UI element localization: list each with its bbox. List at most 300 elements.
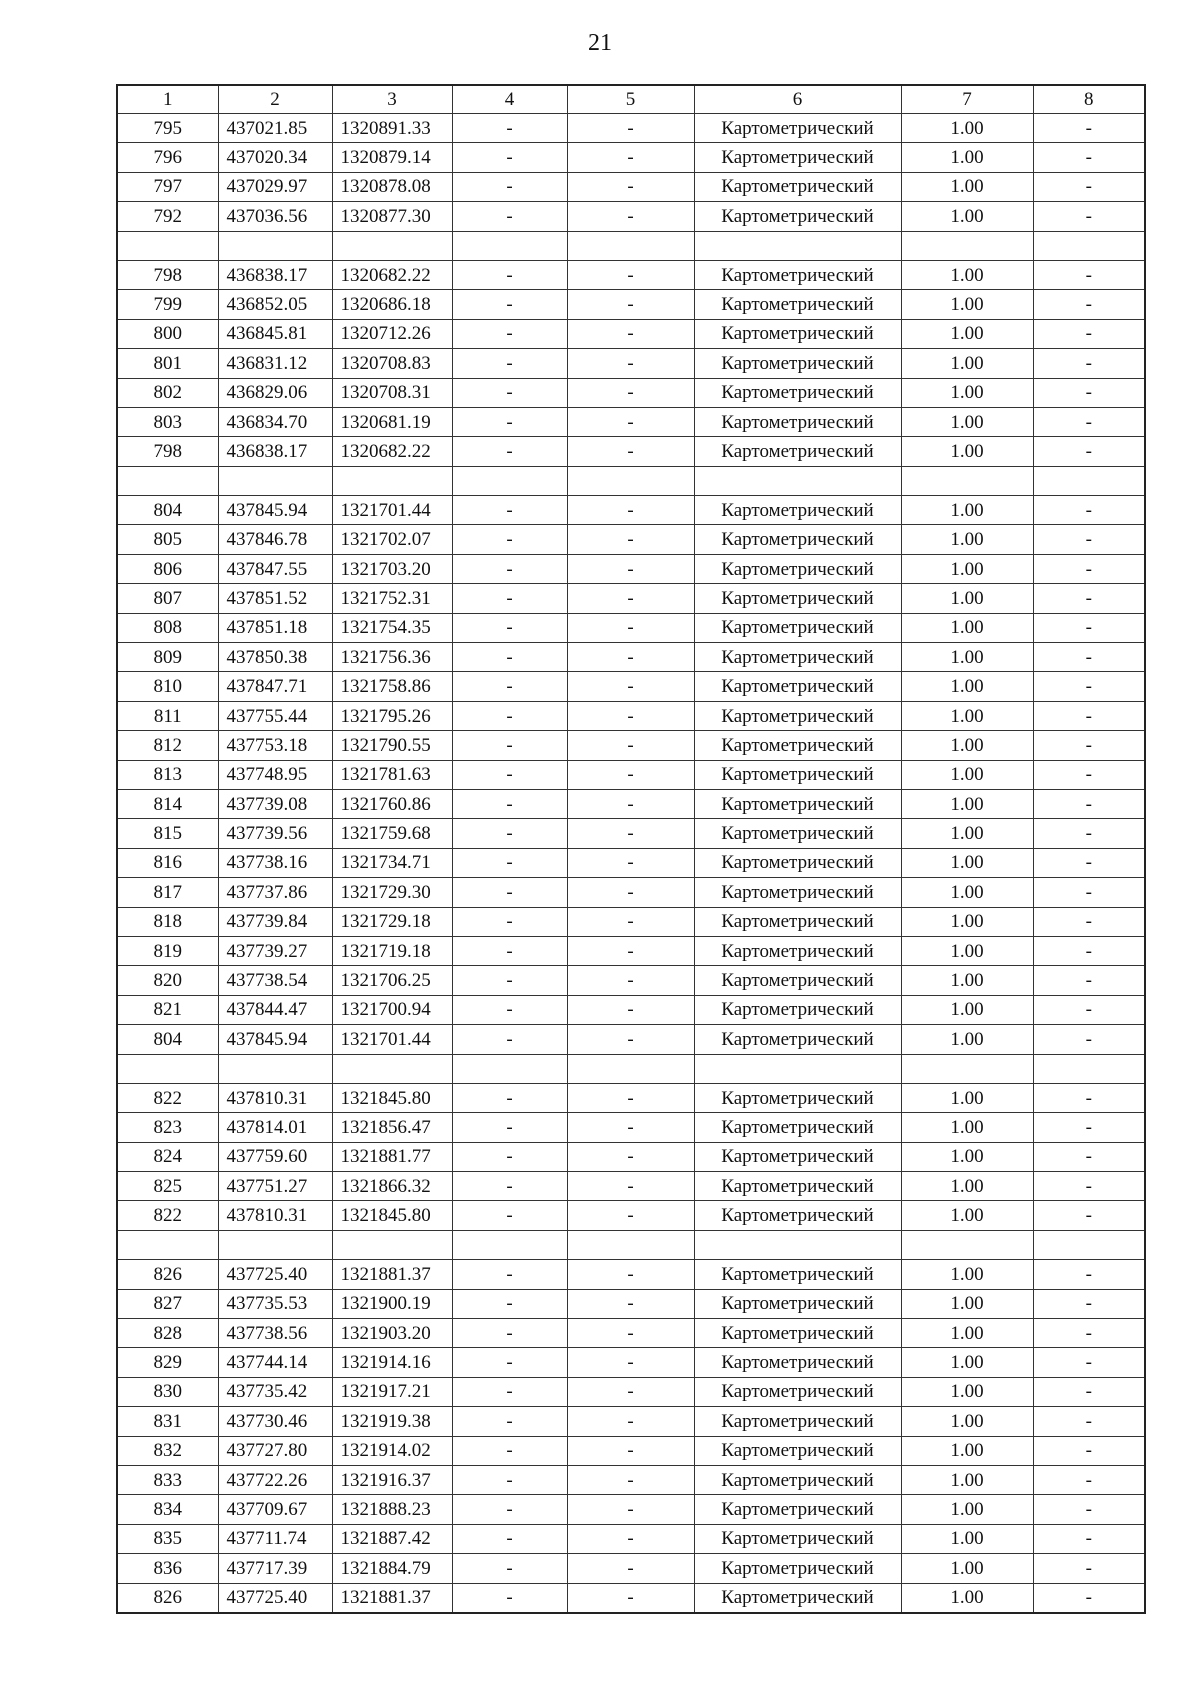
col8-cell: - — [1033, 1025, 1145, 1054]
x-coordinate-cell: 437029.97 — [218, 172, 332, 201]
y-coordinate-cell: 1320877.30 — [332, 202, 452, 231]
col8-cell: - — [1033, 936, 1145, 965]
point-number-cell: 831 — [117, 1407, 218, 1436]
table-body — [117, 114, 1145, 1613]
x-coordinate-cell: 437709.67 — [218, 1495, 332, 1524]
column-header: 7 — [901, 85, 1033, 114]
empty-cell — [901, 466, 1033, 495]
point-number-cell: 814 — [117, 789, 218, 818]
col8-cell: - — [1033, 1377, 1145, 1406]
col4-cell: - — [452, 1407, 567, 1436]
accuracy-cell: 1.00 — [901, 437, 1033, 466]
col8-cell: - — [1033, 731, 1145, 760]
accuracy-cell: 1.00 — [901, 1113, 1033, 1142]
col8-cell: - — [1033, 760, 1145, 789]
col5-cell: - — [567, 496, 694, 525]
table-row — [117, 1201, 1145, 1230]
table-row — [117, 114, 1145, 143]
col8-cell: - — [1033, 701, 1145, 730]
col4-cell: - — [452, 1583, 567, 1613]
col5-cell: - — [567, 643, 694, 672]
col8-cell: - — [1033, 907, 1145, 936]
x-coordinate-cell: 437844.47 — [218, 995, 332, 1024]
x-coordinate-cell: 437845.94 — [218, 1025, 332, 1054]
x-coordinate-cell: 437735.42 — [218, 1377, 332, 1406]
col4-cell: - — [452, 1172, 567, 1201]
point-number-cell: 830 — [117, 1377, 218, 1406]
column-header: 6 — [694, 85, 901, 114]
col4-cell: - — [452, 349, 567, 378]
col5-cell: - — [567, 349, 694, 378]
point-number-cell: 804 — [117, 1025, 218, 1054]
y-coordinate-cell: 1321845.80 — [332, 1083, 452, 1112]
col4-cell: - — [452, 260, 567, 289]
col4-cell: - — [452, 1289, 567, 1318]
col5-cell: - — [567, 1113, 694, 1142]
accuracy-cell: 1.00 — [901, 1554, 1033, 1583]
accuracy-cell: 1.00 — [901, 907, 1033, 936]
table-row — [117, 1495, 1145, 1524]
empty-cell — [117, 231, 218, 260]
y-coordinate-cell: 1321916.37 — [332, 1465, 452, 1494]
col8-cell: - — [1033, 202, 1145, 231]
col8-cell: - — [1033, 1113, 1145, 1142]
table-row — [117, 1583, 1145, 1613]
col5-cell: - — [567, 995, 694, 1024]
col5-cell: - — [567, 936, 694, 965]
x-coordinate-cell: 437738.56 — [218, 1319, 332, 1348]
point-number-cell: 835 — [117, 1524, 218, 1553]
accuracy-cell: 1.00 — [901, 143, 1033, 172]
method-cell: Картометрический — [694, 1319, 901, 1348]
accuracy-cell: 1.00 — [901, 1083, 1033, 1112]
accuracy-cell: 1.00 — [901, 936, 1033, 965]
column-header: 5 — [567, 85, 694, 114]
y-coordinate-cell: 1321866.32 — [332, 1172, 452, 1201]
table-row — [117, 378, 1145, 407]
col5-cell: - — [567, 1319, 694, 1348]
method-cell: Картометрический — [694, 1583, 901, 1613]
y-coordinate-cell: 1321703.20 — [332, 554, 452, 583]
y-coordinate-cell: 1321702.07 — [332, 525, 452, 554]
method-cell: Картометрический — [694, 789, 901, 818]
point-number-cell: 836 — [117, 1554, 218, 1583]
point-number-cell: 822 — [117, 1201, 218, 1230]
y-coordinate-cell: 1321719.18 — [332, 936, 452, 965]
x-coordinate-cell: 437735.53 — [218, 1289, 332, 1318]
point-number-cell: 819 — [117, 936, 218, 965]
method-cell: Картометрический — [694, 349, 901, 378]
table-row — [117, 1142, 1145, 1171]
col4-cell: - — [452, 1348, 567, 1377]
accuracy-cell: 1.00 — [901, 349, 1033, 378]
empty-cell — [117, 1054, 218, 1083]
table-row — [117, 349, 1145, 378]
empty-cell — [567, 1230, 694, 1259]
x-coordinate-cell: 437744.14 — [218, 1348, 332, 1377]
y-coordinate-cell: 1321781.63 — [332, 760, 452, 789]
col4-cell: - — [452, 1377, 567, 1406]
point-number-cell: 804 — [117, 496, 218, 525]
col8-cell: - — [1033, 1289, 1145, 1318]
table-row — [117, 995, 1145, 1024]
col5-cell: - — [567, 1083, 694, 1112]
empty-cell — [218, 466, 332, 495]
table-row — [117, 731, 1145, 760]
y-coordinate-cell: 1321888.23 — [332, 1495, 452, 1524]
col4-cell: - — [452, 290, 567, 319]
x-coordinate-cell: 437759.60 — [218, 1142, 332, 1171]
method-cell: Картометрический — [694, 731, 901, 760]
point-number-cell: 822 — [117, 1083, 218, 1112]
accuracy-cell: 1.00 — [901, 202, 1033, 231]
col8-cell: - — [1033, 1319, 1145, 1348]
table-row — [117, 525, 1145, 554]
x-coordinate-cell: 437851.18 — [218, 613, 332, 642]
y-coordinate-cell: 1321881.37 — [332, 1583, 452, 1613]
col5-cell: - — [567, 290, 694, 319]
x-coordinate-cell: 437847.71 — [218, 672, 332, 701]
y-coordinate-cell: 1320708.83 — [332, 349, 452, 378]
x-coordinate-cell: 437711.74 — [218, 1524, 332, 1553]
col4-cell: - — [452, 1524, 567, 1553]
y-coordinate-cell: 1321758.86 — [332, 672, 452, 701]
method-cell: Картометрический — [694, 878, 901, 907]
x-coordinate-cell: 436831.12 — [218, 349, 332, 378]
col4-cell: - — [452, 1319, 567, 1348]
y-coordinate-cell: 1320879.14 — [332, 143, 452, 172]
x-coordinate-cell: 437725.40 — [218, 1583, 332, 1613]
accuracy-cell: 1.00 — [901, 496, 1033, 525]
col4-cell: - — [452, 584, 567, 613]
col5-cell: - — [567, 1407, 694, 1436]
column-header: 1 — [117, 85, 218, 114]
col8-cell: - — [1033, 437, 1145, 466]
table-row — [117, 1172, 1145, 1201]
x-coordinate-cell: 437738.16 — [218, 848, 332, 877]
y-coordinate-cell: 1321884.79 — [332, 1554, 452, 1583]
table-row — [117, 643, 1145, 672]
x-coordinate-cell: 437810.31 — [218, 1201, 332, 1230]
y-coordinate-cell: 1321701.44 — [332, 1025, 452, 1054]
col4-cell: - — [452, 907, 567, 936]
accuracy-cell: 1.00 — [901, 1172, 1033, 1201]
empty-cell — [1033, 231, 1145, 260]
y-coordinate-cell: 1321887.42 — [332, 1524, 452, 1553]
table-row — [117, 760, 1145, 789]
col5-cell: - — [567, 437, 694, 466]
table-row — [117, 701, 1145, 730]
method-cell: Картометрический — [694, 1289, 901, 1318]
table-row — [117, 1289, 1145, 1318]
col8-cell: - — [1033, 848, 1145, 877]
col4-cell: - — [452, 378, 567, 407]
table-row — [117, 819, 1145, 848]
col8-cell: - — [1033, 878, 1145, 907]
table-row — [117, 1348, 1145, 1377]
point-number-cell: 824 — [117, 1142, 218, 1171]
col8-cell: - — [1033, 554, 1145, 583]
empty-cell — [567, 231, 694, 260]
empty-cell — [567, 466, 694, 495]
table-row — [117, 907, 1145, 936]
col5-cell: - — [567, 114, 694, 143]
empty-cell — [901, 1054, 1033, 1083]
table-row — [117, 554, 1145, 583]
col8-cell: - — [1033, 407, 1145, 436]
accuracy-cell: 1.00 — [901, 1260, 1033, 1289]
method-cell: Картометрический — [694, 378, 901, 407]
point-number-cell: 827 — [117, 1289, 218, 1318]
col4-cell: - — [452, 1142, 567, 1171]
method-cell: Картометрический — [694, 437, 901, 466]
col4-cell: - — [452, 672, 567, 701]
empty-cell — [332, 466, 452, 495]
coordinates-table — [116, 84, 1146, 1614]
method-cell: Картометрический — [694, 496, 901, 525]
col4-cell: - — [452, 496, 567, 525]
method-cell: Картометрический — [694, 114, 901, 143]
point-number-cell: 817 — [117, 878, 218, 907]
col8-cell: - — [1033, 143, 1145, 172]
point-number-cell: 810 — [117, 672, 218, 701]
method-cell: Картометрический — [694, 760, 901, 789]
separator-row — [117, 1054, 1145, 1083]
point-number-cell: 828 — [117, 1319, 218, 1348]
col8-cell: - — [1033, 995, 1145, 1024]
y-coordinate-cell: 1321881.37 — [332, 1260, 452, 1289]
method-cell: Картометрический — [694, 1495, 901, 1524]
y-coordinate-cell: 1321760.86 — [332, 789, 452, 818]
x-coordinate-cell: 437730.46 — [218, 1407, 332, 1436]
col8-cell: - — [1033, 1142, 1145, 1171]
x-coordinate-cell: 436829.06 — [218, 378, 332, 407]
page-number: 21 — [588, 30, 612, 56]
col8-cell: - — [1033, 966, 1145, 995]
table-row — [117, 260, 1145, 289]
accuracy-cell: 1.00 — [901, 260, 1033, 289]
accuracy-cell: 1.00 — [901, 407, 1033, 436]
col5-cell: - — [567, 407, 694, 436]
point-number-cell: 802 — [117, 378, 218, 407]
col4-cell: - — [452, 643, 567, 672]
col8-cell: - — [1033, 319, 1145, 348]
col5-cell: - — [567, 1524, 694, 1553]
col8-cell: - — [1033, 819, 1145, 848]
col5-cell: - — [567, 1554, 694, 1583]
point-number-cell: 829 — [117, 1348, 218, 1377]
point-number-cell: 818 — [117, 907, 218, 936]
table-row — [117, 848, 1145, 877]
col4-cell: - — [452, 848, 567, 877]
table-row — [117, 1319, 1145, 1348]
col5-cell: - — [567, 1495, 694, 1524]
point-number-cell: 815 — [117, 819, 218, 848]
empty-cell — [117, 466, 218, 495]
table-row — [117, 672, 1145, 701]
method-cell: Картометрический — [694, 936, 901, 965]
col8-cell: - — [1033, 1407, 1145, 1436]
point-number-cell: 801 — [117, 349, 218, 378]
x-coordinate-cell: 436845.81 — [218, 319, 332, 348]
column-header: 8 — [1033, 85, 1145, 114]
y-coordinate-cell: 1320891.33 — [332, 114, 452, 143]
col8-cell: - — [1033, 1524, 1145, 1553]
y-coordinate-cell: 1320708.31 — [332, 378, 452, 407]
col5-cell: - — [567, 672, 694, 701]
point-number-cell: 797 — [117, 172, 218, 201]
y-coordinate-cell: 1321856.47 — [332, 1113, 452, 1142]
method-cell: Картометрический — [694, 202, 901, 231]
x-coordinate-cell: 437753.18 — [218, 731, 332, 760]
point-number-cell: 805 — [117, 525, 218, 554]
y-coordinate-cell: 1321914.02 — [332, 1436, 452, 1465]
y-coordinate-cell: 1320878.08 — [332, 172, 452, 201]
table-row — [117, 936, 1145, 965]
empty-cell — [694, 231, 901, 260]
method-cell: Картометрический — [694, 848, 901, 877]
col4-cell: - — [452, 995, 567, 1024]
table-row — [117, 319, 1145, 348]
method-cell: Картометрический — [694, 1113, 901, 1142]
accuracy-cell: 1.00 — [901, 1436, 1033, 1465]
method-cell: Картометрический — [694, 172, 901, 201]
col4-cell: - — [452, 407, 567, 436]
col4-cell: - — [452, 966, 567, 995]
method-cell: Картометрический — [694, 407, 901, 436]
point-number-cell: 795 — [117, 114, 218, 143]
col5-cell: - — [567, 907, 694, 936]
empty-cell — [694, 1054, 901, 1083]
method-cell: Картометрический — [694, 143, 901, 172]
x-coordinate-cell: 437739.84 — [218, 907, 332, 936]
col8-cell: - — [1033, 525, 1145, 554]
method-cell: Картометрический — [694, 1083, 901, 1112]
col4-cell: - — [452, 701, 567, 730]
col4-cell: - — [452, 1201, 567, 1230]
method-cell: Картометрический — [694, 554, 901, 583]
method-cell: Картометрический — [694, 1524, 901, 1553]
method-cell: Картометрический — [694, 290, 901, 319]
y-coordinate-cell: 1320682.22 — [332, 260, 452, 289]
col4-cell: - — [452, 554, 567, 583]
y-coordinate-cell: 1321790.55 — [332, 731, 452, 760]
point-number-cell: 798 — [117, 260, 218, 289]
point-number-cell: 798 — [117, 437, 218, 466]
col5-cell: - — [567, 319, 694, 348]
col8-cell: - — [1033, 349, 1145, 378]
point-number-cell: 825 — [117, 1172, 218, 1201]
col5-cell: - — [567, 525, 694, 554]
col4-cell: - — [452, 1260, 567, 1289]
x-coordinate-cell: 437851.52 — [218, 584, 332, 613]
col5-cell: - — [567, 378, 694, 407]
y-coordinate-cell: 1321756.36 — [332, 643, 452, 672]
empty-cell — [452, 1054, 567, 1083]
y-coordinate-cell: 1320681.19 — [332, 407, 452, 436]
table-row — [117, 1436, 1145, 1465]
accuracy-cell: 1.00 — [901, 525, 1033, 554]
accuracy-cell: 1.00 — [901, 1407, 1033, 1436]
col8-cell: - — [1033, 672, 1145, 701]
x-coordinate-cell: 437850.38 — [218, 643, 332, 672]
separator-row — [117, 231, 1145, 260]
col8-cell: - — [1033, 1583, 1145, 1613]
point-number-cell: 808 — [117, 613, 218, 642]
x-coordinate-cell: 437725.40 — [218, 1260, 332, 1289]
accuracy-cell: 1.00 — [901, 878, 1033, 907]
point-number-cell: 800 — [117, 319, 218, 348]
col5-cell: - — [567, 848, 694, 877]
empty-cell — [452, 466, 567, 495]
empty-cell — [332, 231, 452, 260]
accuracy-cell: 1.00 — [901, 584, 1033, 613]
empty-cell — [567, 1054, 694, 1083]
point-number-cell: 826 — [117, 1583, 218, 1613]
x-coordinate-cell: 437846.78 — [218, 525, 332, 554]
col8-cell: - — [1033, 1436, 1145, 1465]
empty-cell — [901, 231, 1033, 260]
col5-cell: - — [567, 143, 694, 172]
point-number-cell: 833 — [117, 1465, 218, 1494]
method-cell: Картометрический — [694, 1377, 901, 1406]
x-coordinate-cell: 437845.94 — [218, 496, 332, 525]
x-coordinate-cell: 437739.27 — [218, 936, 332, 965]
accuracy-cell: 1.00 — [901, 1348, 1033, 1377]
col5-cell: - — [567, 172, 694, 201]
col5-cell: - — [567, 819, 694, 848]
method-cell: Картометрический — [694, 966, 901, 995]
point-number-cell: 816 — [117, 848, 218, 877]
accuracy-cell: 1.00 — [901, 1142, 1033, 1171]
col5-cell: - — [567, 1172, 694, 1201]
method-cell: Картометрический — [694, 1201, 901, 1230]
col5-cell: - — [567, 554, 694, 583]
col4-cell: - — [452, 319, 567, 348]
col8-cell: - — [1033, 643, 1145, 672]
x-coordinate-cell: 436838.17 — [218, 437, 332, 466]
accuracy-cell: 1.00 — [901, 114, 1033, 143]
col4-cell: - — [452, 1495, 567, 1524]
accuracy-cell: 1.00 — [901, 643, 1033, 672]
point-number-cell: 813 — [117, 760, 218, 789]
accuracy-cell: 1.00 — [901, 1201, 1033, 1230]
empty-cell — [218, 231, 332, 260]
col4-cell: - — [452, 936, 567, 965]
y-coordinate-cell: 1320686.18 — [332, 290, 452, 319]
table-row — [117, 1407, 1145, 1436]
accuracy-cell: 1.00 — [901, 172, 1033, 201]
col8-cell: - — [1033, 1348, 1145, 1377]
accuracy-cell: 1.00 — [901, 1377, 1033, 1406]
accuracy-cell: 1.00 — [901, 760, 1033, 789]
col4-cell: - — [452, 1083, 567, 1112]
point-number-cell: 792 — [117, 202, 218, 231]
col8-cell: - — [1033, 1083, 1145, 1112]
col4-cell: - — [452, 819, 567, 848]
x-coordinate-cell: 437722.26 — [218, 1465, 332, 1494]
col4-cell: - — [452, 1025, 567, 1054]
y-coordinate-cell: 1321759.68 — [332, 819, 452, 848]
col4-cell: - — [452, 1436, 567, 1465]
table-row — [117, 1554, 1145, 1583]
y-coordinate-cell: 1321734.71 — [332, 848, 452, 877]
table-row — [117, 1524, 1145, 1553]
y-coordinate-cell: 1320712.26 — [332, 319, 452, 348]
col4-cell: - — [452, 760, 567, 789]
x-coordinate-cell: 437751.27 — [218, 1172, 332, 1201]
table-row — [117, 878, 1145, 907]
